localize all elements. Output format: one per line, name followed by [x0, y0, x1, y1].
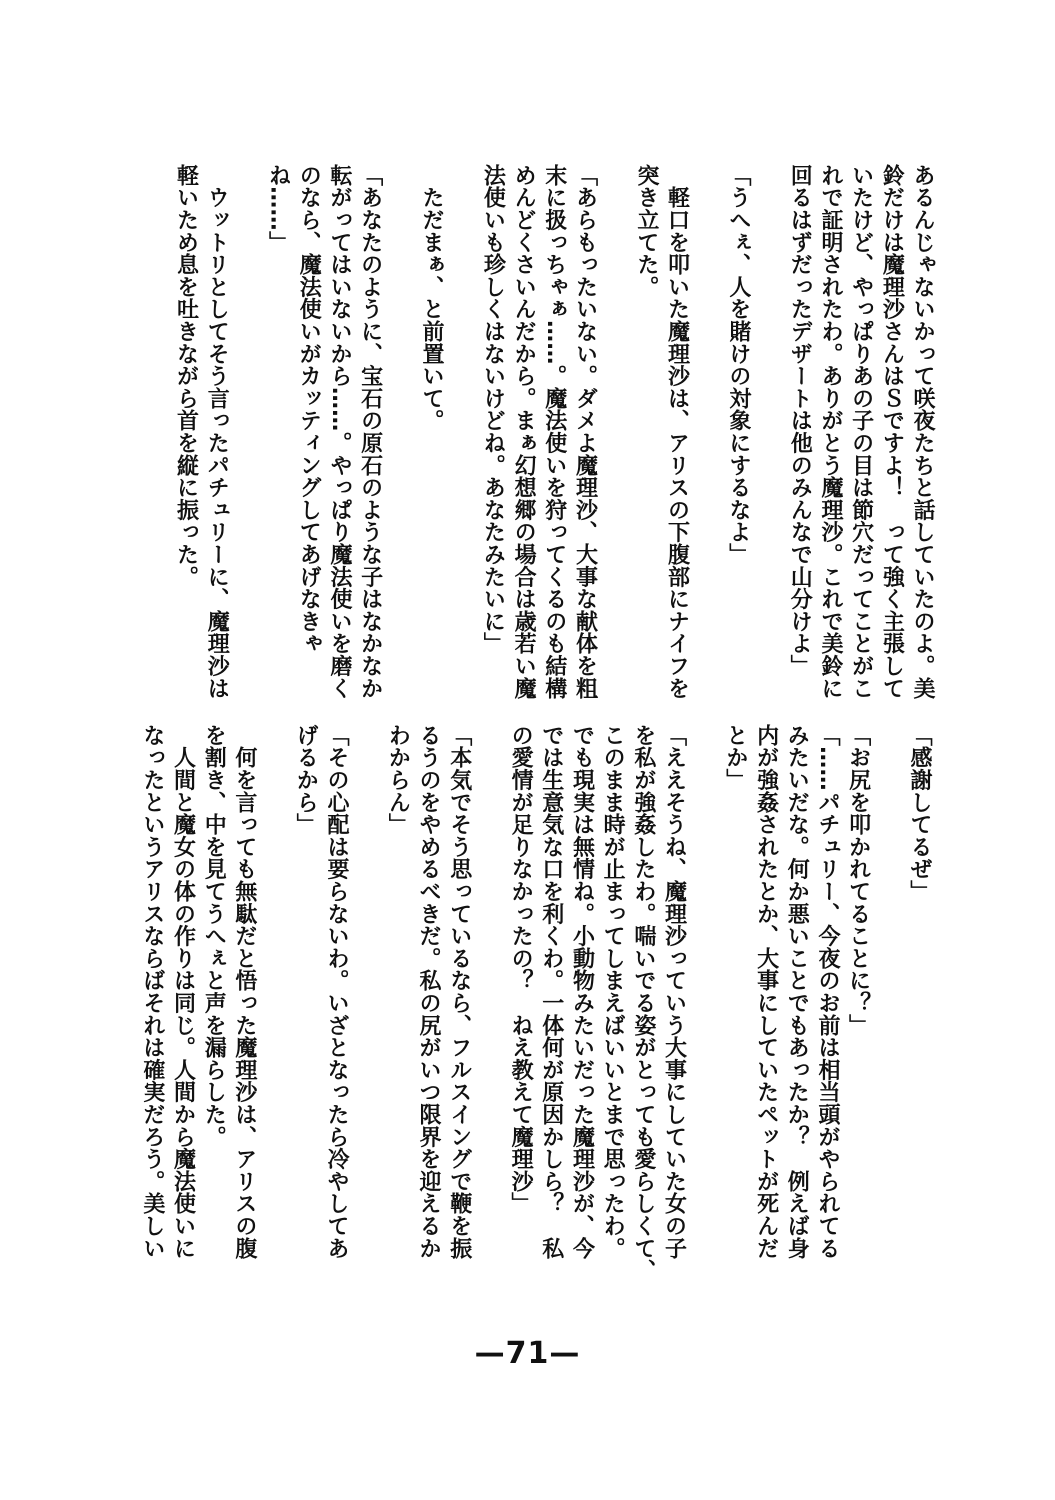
text-line: 軽いため息を吐きながら首を縦に振った。 [173, 164, 199, 588]
upper-text-block [170, 164, 937, 709]
text-line: 軽口を叩いた魔理沙は、アリスの下腹部にナイフを [664, 164, 690, 700]
text-line: では生意気な口を利くわ。一体何が原因かしら？ 私 [538, 724, 564, 1260]
text-line: わからん」 [385, 724, 411, 836]
lower-text-block [136, 724, 934, 1282]
text-line [873, 724, 904, 1269]
text-line: とか」 [722, 724, 748, 791]
text-line [351, 724, 382, 1269]
text-line: いたけど、やっぱりあの子の目は節穴だってことがこ [848, 164, 874, 700]
text-line: 「あらもったいない。ダメよ魔理沙、大事な献体を粗 [572, 164, 598, 700]
text-line [599, 164, 630, 709]
text-line [474, 724, 505, 1269]
text-line [446, 164, 477, 709]
text-line: 「あなたのように、宝石の原石のような子はなかなか [357, 164, 383, 700]
text-line: 内が強姦されたとか、大事にしていたペットが死んだ [753, 724, 779, 1260]
text-line: の愛情が足りなかったの？ ねえ教えて魔理沙」 [508, 724, 534, 1215]
text-line [385, 164, 416, 709]
text-line: 「感謝してるぜ」 [907, 724, 932, 903]
text-line: あるんじゃないかって咲夜たちと話していたのよ。美 [910, 164, 935, 700]
text-line: 回るはずだったデザートは他のみんなで山分けよ」 [787, 164, 813, 677]
text-line: るうのをやめるべきだ。私の尻がいつ限界を迎えるか [416, 724, 441, 1260]
text-line: 「その心配は要らないわ。いざとなったら冷やしてあ [323, 724, 349, 1260]
text-line: 「ええそうね、魔理沙っていう大事にしていた女の子 [661, 724, 687, 1260]
text-line: 「うへぇ、人を賭けの対象にするなよ」 [725, 164, 751, 566]
text-line: 鈴だけは魔理沙さんはＳですよ！ って強く主張して [879, 164, 905, 700]
text-line: ただまぁ、と前置いて。 [419, 164, 444, 432]
page-number: —71— [474, 1336, 581, 1371]
text-line [259, 724, 290, 1269]
text-line: 「本気でそう思っているなら、フルスイングで鞭を振 [446, 724, 472, 1260]
text-line: ウットリとしてそう言ったパチュリーに、魔理沙は [204, 164, 230, 700]
text-line [689, 724, 720, 1269]
text-line: このまま時が止まってしまえばいいとまで思ったわ。 [600, 724, 626, 1260]
text-line: でも現実は無情ね。小動物みたいだった魔理沙が、今 [569, 724, 595, 1260]
text-line [753, 164, 784, 709]
text-line: 「お尻を叩かれてることに？」 [845, 724, 871, 1037]
text-line: 突き立てた。 [633, 164, 659, 298]
text-line [692, 164, 723, 709]
text-line: 法使いも珍しくはないけどね。あなたみたいに」 [480, 164, 506, 655]
text-line: めんどくさいんだから。まぁ幻想郷の場合は歳若い魔 [511, 164, 537, 700]
text-line: げるから」 [293, 724, 319, 836]
text-line: 人間と魔女の体の作りは同じ。人間から魔法使いに [170, 724, 196, 1260]
text-line: 何を言っても無駄だと悟った魔理沙は、アリスの腹 [231, 724, 257, 1260]
text-line: 「……パチュリー、今夜のお前は相当頭がやられてる [814, 724, 840, 1260]
text-line: 転がってはいないから……。やっぱり魔法使いを磨く [326, 164, 352, 700]
text-line [231, 164, 262, 709]
text-line: のなら、魔法使いがカッティングしてあげなきゃ [296, 164, 322, 655]
text-line: みたいだな。何か悪いことでもあったか？ 例えば身 [784, 724, 810, 1260]
text-line: れで証明されたわ。ありがとう魔理沙。これで美鈴に [817, 164, 843, 700]
text-line: ね……」 [265, 164, 291, 254]
text-line: を私が強姦したわ。喘いでる姿がとっても愛らしくて、 [630, 724, 656, 1282]
text-line: を割き、中を見てうへぇと声を漏らした。 [201, 724, 227, 1148]
text-line: なったというアリスならばそれは確実だろう。美しい [139, 724, 165, 1260]
text-line: 末に扱っちゃぁ……。魔法使いを狩ってくるのも結構 [541, 164, 567, 700]
